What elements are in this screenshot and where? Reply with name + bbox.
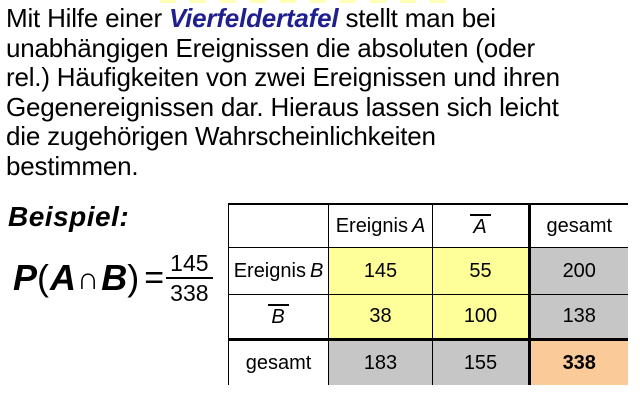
intro-line-5: die zugehörigen Wahrscheinlichkeiten: [6, 121, 436, 151]
cell-grand-total: 338: [530, 340, 628, 386]
formula-p: P: [13, 257, 37, 298]
formula-open-paren: (: [37, 257, 50, 298]
cell-notb-a: 38: [329, 295, 433, 340]
fraction-numerator: 145: [166, 250, 212, 279]
four-field-table: [228, 203, 628, 385]
table-corner-cell: [229, 204, 329, 248]
intersection-symbol: ∩: [77, 261, 100, 296]
intro-line-4: Gegenereignissen dar. Hieraus lassen sich leicht: [6, 91, 559, 122]
header-event-a-symbol: A: [411, 214, 426, 237]
cell-b-total: 200: [530, 248, 628, 295]
not-a-overline-symbol: A: [470, 214, 490, 238]
example-label: Beispiel:: [8, 201, 130, 232]
table-row-total: [229, 340, 628, 386]
table-header-row: [229, 204, 628, 248]
row-label-event-b: [229, 248, 329, 295]
formula-close-paren: ): [127, 257, 140, 298]
cell-b-a: 145: [329, 248, 433, 295]
formula-a: A: [50, 257, 76, 298]
cell-notb-nota: 100: [433, 295, 530, 340]
intro-line-6: bestimmen.: [6, 150, 139, 181]
header-not-a: [433, 204, 530, 248]
not-b-overline-symbol: B: [268, 304, 288, 328]
fraction-denominator: 338: [170, 280, 209, 306]
table-row-not-b: [229, 295, 628, 340]
table-row-b: [229, 248, 628, 295]
intro-line-3: rel.) Häufigkeiten von zwei Ereignissen und ihren: [6, 62, 560, 92]
row-label-total: gesamt: [229, 340, 329, 386]
intro-line-1: [6, 4, 640, 34]
cell-b-nota: 55: [433, 248, 530, 295]
cell-total-a: 183: [329, 340, 433, 386]
cell-notb-total: 138: [530, 295, 628, 340]
fraction: [166, 250, 212, 307]
cell-total-nota: 155: [433, 340, 530, 386]
intro-line-2: unabhängigen Ereignissen die absoluten (oder: [6, 32, 535, 63]
equals-sign: =: [144, 258, 165, 297]
intro-line1-pre: Mit Hilfe einer: [6, 3, 169, 33]
probability-formula: [13, 247, 213, 309]
row-label-event-b-prefix: Ereignis: [233, 259, 306, 282]
intro-line1-post: stellt man bei: [338, 3, 496, 33]
intro-paragraph: [6, 4, 640, 181]
formula-b: B: [101, 257, 127, 298]
row-label-not-b: [229, 295, 329, 340]
row-label-event-b-symbol: B: [309, 259, 324, 282]
header-total: gesamt: [530, 204, 628, 248]
keyword-vierfeldertafel: Vierfeldertafel: [168, 3, 339, 33]
header-event-a-prefix: Ereignis: [335, 214, 408, 237]
header-event-a: [329, 204, 433, 248]
